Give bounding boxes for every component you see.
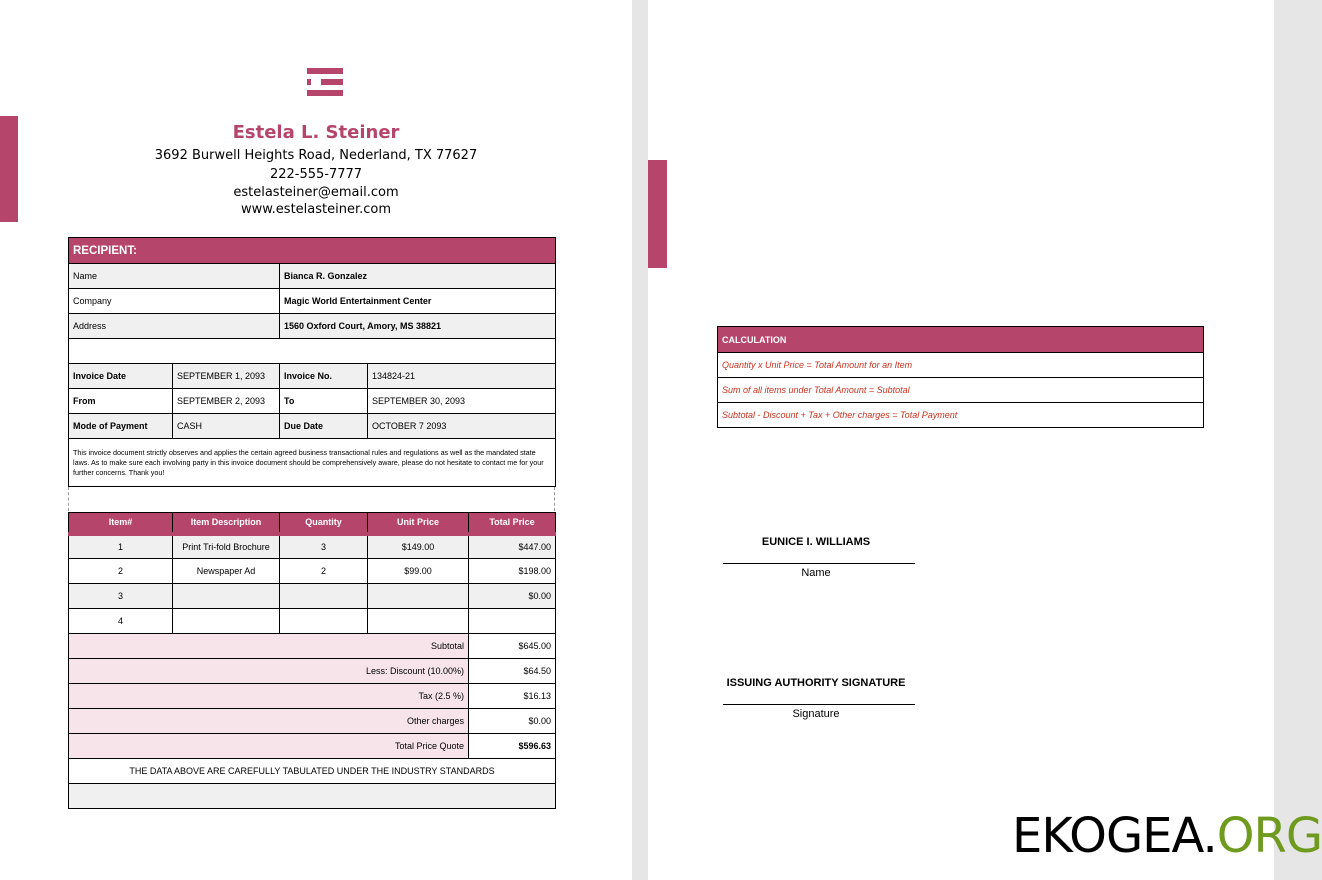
signature-caption: Signature [792, 708, 840, 720]
col-quantity: Quantity [280, 513, 368, 534]
col-total-price: Total Price [469, 513, 556, 534]
table-row-desc: Newspaper Ad [173, 559, 280, 584]
invoice-date-label: Invoice Date [69, 364, 173, 389]
table-row-num: 3 [69, 584, 173, 609]
blank-row [69, 339, 556, 364]
address-label: Address [69, 314, 280, 339]
table-row-qty [280, 609, 368, 634]
formula-line: Sum of all items under Total Amount = Subtotal [718, 378, 1204, 403]
recipient-address: 1560 Oxford Court, Amory, MS 38821 [280, 314, 556, 339]
to-date: SEPTEMBER 30, 2093 [368, 389, 556, 414]
sender-email: estelasteiner@email.com [233, 185, 399, 200]
recipient-company: Magic World Entertainment Center [280, 289, 556, 314]
sender-website: www.estelasteiner.com [240, 202, 392, 217]
table-row-qty [280, 584, 368, 609]
left-accent-bar [648, 160, 667, 268]
table-row-total: $447.00 [469, 534, 556, 559]
subtotal-label: Subtotal [69, 634, 469, 659]
table-row-desc: Print Tri-fold Brochure [173, 534, 280, 559]
table-row-qty: 3 [280, 534, 368, 559]
other-charges-label: Other charges [69, 709, 469, 734]
sender-phone: 222-555-7777 [269, 167, 363, 182]
name-label: Name [69, 264, 280, 289]
company-logo-icon [307, 68, 343, 96]
signature-line [723, 704, 915, 705]
invoice-no-label: Invoice No. [280, 364, 368, 389]
table-row-desc [173, 609, 280, 634]
dashed-gap [68, 487, 555, 511]
table-row-unit [368, 609, 469, 634]
col-unit-price: Unit Price [368, 513, 469, 534]
sender-name: Estela L. Steiner [232, 122, 400, 143]
calculation-header: CALCULATION [718, 327, 1204, 353]
formula-line: Subtotal - Discount + Tax + Other charges = Total Payment [718, 403, 1204, 428]
payment-mode: CASH [173, 414, 280, 439]
authority-title: ISSUING AUTHORITY SIGNATURE [726, 677, 906, 689]
brand-accent: ORG [1216, 808, 1322, 864]
standards-footer: THE DATA ABOVE ARE CAREFULLY TABULATED UNDER THE INDUSTRY STANDARDS [69, 759, 556, 784]
other-charges-value: $0.00 [469, 709, 556, 734]
total-quote-label: Total Price Quote [69, 734, 469, 759]
name-caption: Name [801, 567, 831, 579]
brand-watermark [1012, 808, 1322, 864]
payment-label: Mode of Payment [69, 414, 173, 439]
brand-main: EKOGEA. [1012, 808, 1217, 864]
company-label: Company [69, 289, 280, 314]
table-row-num: 2 [69, 559, 173, 584]
col-item-num: Item# [69, 513, 173, 534]
total-quote-value: $596.63 [469, 734, 556, 759]
col-item-desc: Item Description [173, 513, 280, 534]
table-row-num: 4 [69, 609, 173, 634]
formula-line: Quantity x Unit Price = Total Amount for an Item [718, 353, 1204, 378]
items-table [68, 512, 556, 809]
signer-name: EUNICE I. WILLIAMS [761, 536, 871, 548]
recipient-header: RECIPIENT: [69, 238, 556, 264]
discount-value: $64.50 [469, 659, 556, 684]
invoice-page-2 [648, 0, 1274, 880]
table-row-total: $0.00 [469, 584, 556, 609]
from-date: SEPTEMBER 2, 2093 [173, 389, 280, 414]
table-row-num: 1 [69, 534, 173, 559]
due-date: OCTOBER 7 2093 [368, 414, 556, 439]
table-row-unit [368, 584, 469, 609]
invoice-date: SEPTEMBER 1, 2093 [173, 364, 280, 389]
blank-footer-row [69, 784, 556, 809]
table-row-qty: 2 [280, 559, 368, 584]
to-label: To [280, 389, 368, 414]
invoice-no: 134824-21 [368, 364, 556, 389]
recipient-name: Bianca R. Gonzalez [280, 264, 556, 289]
invoice-page-1 [0, 0, 632, 880]
discount-label: Less: Discount (10.00%) [69, 659, 469, 684]
table-row-total [469, 609, 556, 634]
invoice-notice: This invoice document strictly observes and applies the certain agreed business transactional rules and regulations as well as the mandated state laws. As to make sure each involving party in this invoice document should be comprehensively aware, please do not hesitate to contact me for your further concerns. Thank you! [69, 439, 556, 487]
tax-value: $16.13 [469, 684, 556, 709]
tax-label: Tax (2.5 %) [69, 684, 469, 709]
table-row-total: $198.00 [469, 559, 556, 584]
sender-address: 3692 Burwell Heights Road, Nederland, TX 77627 [154, 148, 478, 163]
recipient-table [68, 237, 556, 487]
name-line [723, 563, 915, 564]
calculation-table [717, 326, 1204, 428]
table-row-unit: $99.00 [368, 559, 469, 584]
table-row-desc [173, 584, 280, 609]
due-date-label: Due Date [280, 414, 368, 439]
table-row-unit: $149.00 [368, 534, 469, 559]
subtotal-value: $645.00 [469, 634, 556, 659]
from-label: From [69, 389, 173, 414]
